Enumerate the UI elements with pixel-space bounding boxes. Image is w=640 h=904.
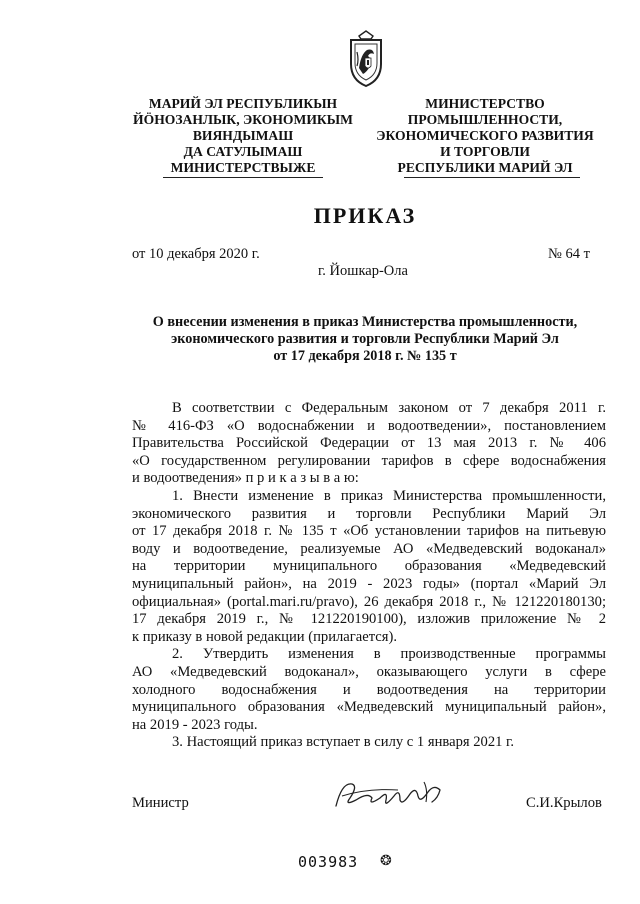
body-line: муниципального образования «Медведевский муниципальный район», <box>132 699 606 716</box>
header-left-line: ДА САТУЛЫМАШ <box>183 144 303 159</box>
handwritten-signature <box>328 776 458 816</box>
body-line: экономического развития и торговли Республики Марий Эл <box>132 505 606 522</box>
body-line: на 2019 - 2023 годы. <box>132 716 258 733</box>
header-left-underline <box>163 177 323 178</box>
document-body <box>132 400 606 752</box>
body-line: 3. Настоящий приказ вступает в силу с 1 января 2021 г. <box>172 734 515 751</box>
document-city: г. Йошкар-Ола <box>318 263 408 279</box>
body-line: воду и водоотведение, реализуемые АО «Медведевский водоканал» <box>132 540 606 557</box>
signer-name: С.И.Крылов <box>526 795 602 811</box>
header-left-line: МАРИЙ ЭЛ РЕСПУБЛИКЫН <box>148 96 338 111</box>
ministry-header-mari <box>118 96 368 178</box>
header-right-underline <box>404 177 580 178</box>
header-left-line: МИНИСТЕРСТВЫЖЕ <box>170 160 316 175</box>
body-line: «О государственном регулировании тарифов в сфере водоснабжения <box>132 452 606 469</box>
body-line: холодного водоснабжения и водоотведения на территории <box>132 681 606 698</box>
body-line: и водоотведения» п р и к а з ы в а ю: <box>132 470 359 487</box>
body-line: на территории муниципального образования «Медведевский <box>132 558 606 575</box>
document-number: № 64 т <box>548 246 590 262</box>
header-right-line: МИНИСТЕРСТВО <box>425 96 545 111</box>
serial-number: 003983 <box>298 853 359 871</box>
body-line: к приказу в новой редакции (прилагается). <box>132 628 397 645</box>
coat-of-arms-emblem <box>343 30 389 88</box>
header-right-line: РЕСПУБЛИКИ МАРИЙ ЭЛ <box>397 160 573 175</box>
body-line: от 17 декабря 2018 г. № 135 т «Об установлении тарифов на питьевую <box>132 523 606 540</box>
header-right-line: ЭКОНОМИЧЕСКОГО РАЗВИТИЯ <box>376 128 594 143</box>
document-title: ПРИКАЗ <box>313 203 417 228</box>
subject-line: экономического развития и торговли Республики Марий Эл <box>171 331 559 347</box>
header-left-line: ЙӦНОЗАНЛЫК, ЭКОНОМИКЫМ <box>133 112 353 127</box>
subject-line: О внесении изменения в приказ Министерства промышленности, <box>152 314 578 330</box>
serial-ornament-icon: ❂ <box>380 854 392 869</box>
document-subject <box>120 314 610 365</box>
body-line: официальная» (portal.mari.ru/pravo), 26 декабря 2018 г., № 121220180130; <box>132 593 606 610</box>
subject-line: от 17 декабря 2018 г. № 135 т <box>273 348 457 364</box>
document-date: от 10 декабря 2020 г. <box>132 246 260 262</box>
body-line: 1. Внести изменение в приказ Министерства промышленности, <box>172 487 606 504</box>
body-line: № 416-ФЗ «О водоснабжении и водоотведении», постановлением <box>132 417 606 434</box>
header-right-line: ПРОМЫШЛЕННОСТИ, <box>407 112 563 127</box>
body-line: Правительства Российской Федерации от 13 мая 2013 г. № 406 <box>132 435 606 452</box>
body-line: АО «Медведевский водоканал», оказывающего услуги в сфере <box>132 663 606 680</box>
body-line: 17 декабря 2019 г., № 121220190100), изложив приложение № 2 <box>132 611 606 628</box>
ministry-header-russian <box>360 96 610 178</box>
body-line: В соответствии с Федеральным законом от 7 декабря 2011 г. <box>172 400 606 416</box>
signer-title: Министр <box>132 795 189 811</box>
header-right-line: И ТОРГОВЛИ <box>440 144 530 159</box>
body-line: муниципальный район», на 2019 - 2023 годы» (портал «Марий Эл <box>132 575 606 592</box>
body-line: 2. Утвердить изменения в производственные программы <box>172 646 606 663</box>
header-left-line: ВИЯНДЫМАШ <box>192 128 294 143</box>
